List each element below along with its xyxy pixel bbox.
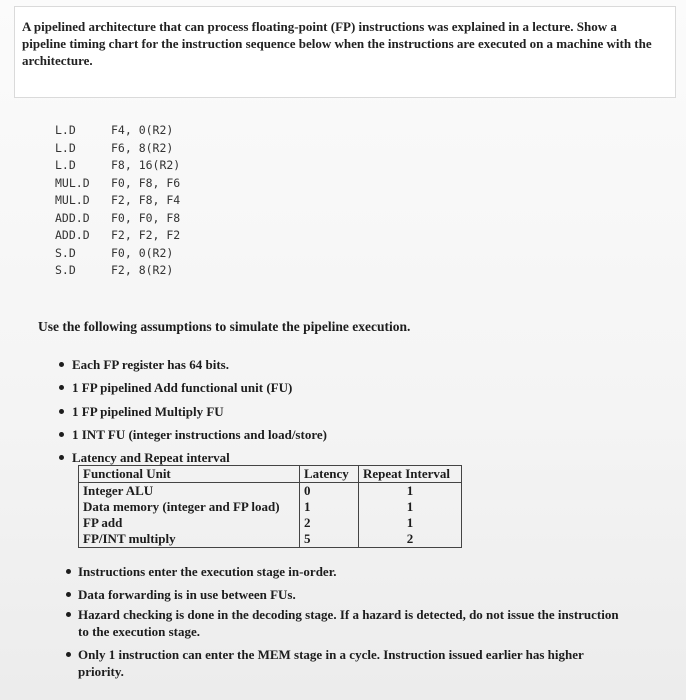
assumption-item: Each FP register has 64 bits. — [72, 357, 229, 372]
assumption-item: 1 FP pipelined Multiply FU — [72, 404, 224, 419]
operands: F0, F0, F8 — [111, 210, 181, 225]
operands: F2, F2, F2 — [111, 228, 181, 242]
assumption-item: 1 FP pipelined Add functional unit (FU) — [72, 380, 293, 395]
table-cell: 1 — [359, 499, 462, 515]
instruction-row — [55, 262, 180, 280]
assumption-item: Instructions enter the execution stage in-order. — [78, 564, 337, 579]
table-cell: 0 — [300, 483, 359, 500]
operands: F2, 8(R2) — [111, 263, 174, 277]
operands: F6, 8(R2) — [111, 140, 174, 155]
opcode: MUL.D — [55, 193, 90, 207]
table-cell: 5 — [300, 531, 359, 548]
opcode: L.D — [55, 158, 76, 172]
table-cell: 2 — [359, 531, 462, 548]
table-cell: Data memory (integer and FP load) — [79, 499, 300, 515]
table-cell: Integer ALU — [79, 483, 300, 500]
assumption-item: Latency and Repeat interval — [72, 450, 230, 465]
instruction-row — [55, 210, 180, 228]
operands: F0, 0(R2) — [111, 245, 174, 260]
instruction-row — [55, 122, 180, 140]
table-cell: FP add — [79, 515, 300, 531]
operands: F8, 16(R2) — [111, 158, 181, 172]
opcode: ADD.D — [55, 228, 90, 242]
opcode: ADD.D — [55, 210, 90, 225]
table-row — [79, 499, 462, 515]
table-cell: 1 — [359, 483, 462, 500]
question-text: A pipelined architecture that can process floating-point (FP) instructions was explained in a lecture. Show a pipeline timing chart for the instruction sequence below when the instructions are executed on a machine with the architecture. — [22, 19, 652, 68]
opcode: L.D — [55, 123, 76, 137]
opcode: S.D — [55, 245, 76, 260]
assumption-item-continued: priority. — [78, 664, 124, 679]
instruction-sequence — [55, 122, 180, 280]
bullet-dot — [59, 362, 64, 367]
opcode: S.D — [55, 263, 76, 277]
operands: F0, F8, F6 — [111, 175, 181, 190]
bullet-dot — [66, 569, 71, 574]
table-row — [79, 483, 462, 500]
assumptions-heading: Use the following assumptions to simulate the pipeline execution. — [38, 319, 411, 334]
table-header-row — [79, 466, 462, 483]
column-header: Latency — [300, 466, 359, 483]
table-row — [79, 515, 462, 531]
bullet-dot — [59, 455, 64, 460]
bullet-dot — [59, 432, 64, 437]
instruction-row — [55, 227, 180, 245]
table-cell: 2 — [300, 515, 359, 531]
bullet-dot — [59, 385, 64, 390]
bullet-dot — [66, 592, 71, 597]
assumption-item-continued: to the execution stage. — [78, 624, 201, 639]
opcode: L.D — [55, 140, 76, 155]
instruction-row — [55, 245, 180, 263]
bullet-dot — [66, 612, 71, 617]
table-cell: 1 — [300, 499, 359, 515]
table-cell: 1 — [359, 515, 462, 531]
column-header: Functional Unit — [79, 466, 300, 483]
table-row — [79, 531, 462, 548]
bullet-dot — [66, 652, 71, 657]
opcode: MUL.D — [55, 175, 90, 190]
table-cell: FP/INT multiply — [79, 531, 300, 548]
operands: F4, 0(R2) — [111, 123, 174, 137]
column-header: Repeat Interval — [359, 466, 462, 483]
instruction-row — [55, 140, 180, 158]
assumption-item: Data forwarding is in use between FUs. — [78, 587, 296, 602]
latency-table — [78, 465, 462, 548]
operands: F2, F8, F4 — [111, 193, 181, 207]
instruction-row — [55, 192, 180, 210]
bullet-dot — [59, 409, 64, 414]
instruction-row — [55, 175, 180, 193]
assumption-item: Only 1 instruction can enter the MEM stage in a cycle. Instruction issued earlier has higher — [78, 647, 584, 662]
instruction-row — [55, 157, 180, 175]
assumption-item: Hazard checking is done in the decoding stage. If a hazard is detected, do not issue the instruction — [78, 607, 619, 622]
assumption-item: 1 INT FU (integer instructions and load/store) — [72, 427, 327, 442]
